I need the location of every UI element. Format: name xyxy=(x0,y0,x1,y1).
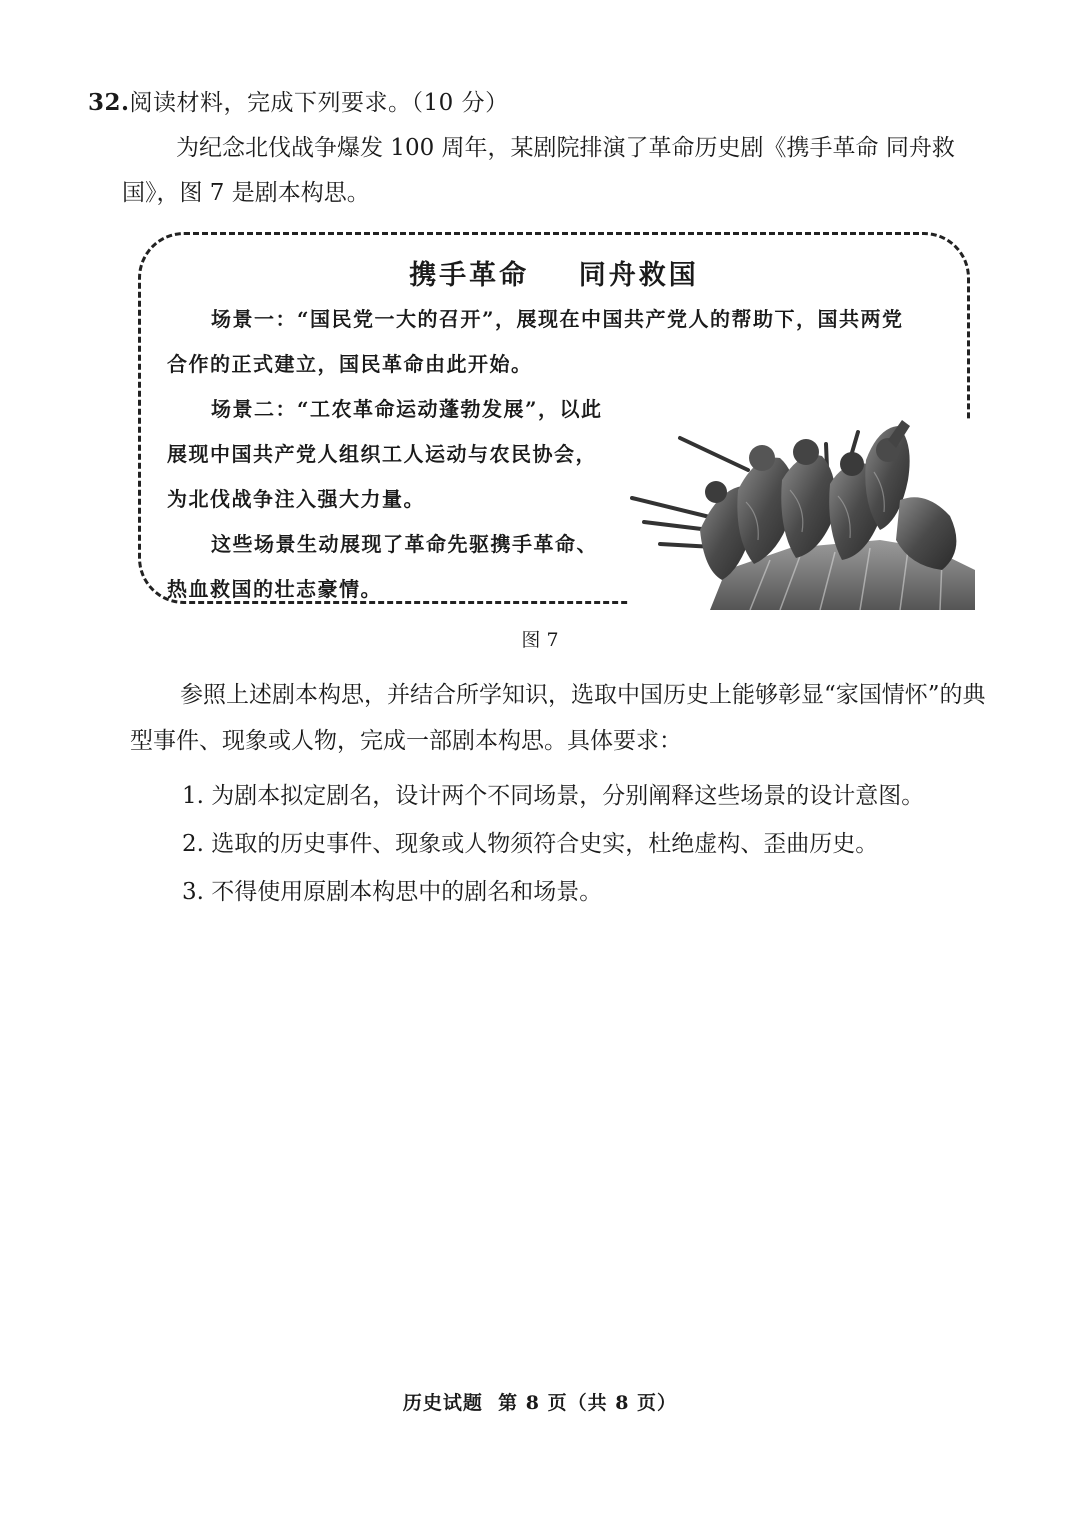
page-footer: 历史试题 第 8 页（共 8 页） xyxy=(402,1392,678,1414)
requirement-item: 2. 选取的历史事件、现象或人物须符合史实，杜绝虚构、歪曲历史。 xyxy=(182,831,879,857)
requirement-item: 3. 不得使用原剧本构思中的剧名和场景。 xyxy=(182,879,603,905)
summary-text: 这些场景生动展现了革命先驱携手革命、热血救国的壮志豪情。 xyxy=(167,532,598,601)
question-prompt: 阅读材料，完成下列要求。（10 分） xyxy=(129,90,509,116)
scene-two-text: 场景二：“工农革命运动蓬勃发展”，以此展现中国共产党人组织工人运动与农民协会，为北伐战争注入强大力量。 xyxy=(167,397,603,511)
figure-caption: 图 7 xyxy=(521,629,559,651)
script-title: 携手革命 同舟救国 xyxy=(409,260,699,291)
revolutionary-sculpture-image xyxy=(630,420,975,610)
question-number: 32. xyxy=(88,89,130,116)
requirement-item: 1. 为剧本拟定剧名，设计两个不同场景，分别阐释这些场景的设计意图。 xyxy=(182,783,925,809)
task-instruction: 参照上述剧本构思，并结合所学知识，选取中国历史上能够彰显“家国情怀”的典型事件、现象或人物，完成一部剧本构思。具体要求： xyxy=(130,682,986,754)
requirements-list xyxy=(182,772,924,916)
question-header xyxy=(88,84,509,117)
scene-one-text: 场景一：“国民党一大的召开”，展现在中国共产党人的帮助下，国共两党合作的正式建立，国民革命由此开始。 xyxy=(167,307,904,376)
question-intro: 为纪念北伐战争爆发 100 周年，某剧院排演了革命历史剧《携手革命 同舟救国》，图 7 是剧本构思。 xyxy=(122,135,955,206)
